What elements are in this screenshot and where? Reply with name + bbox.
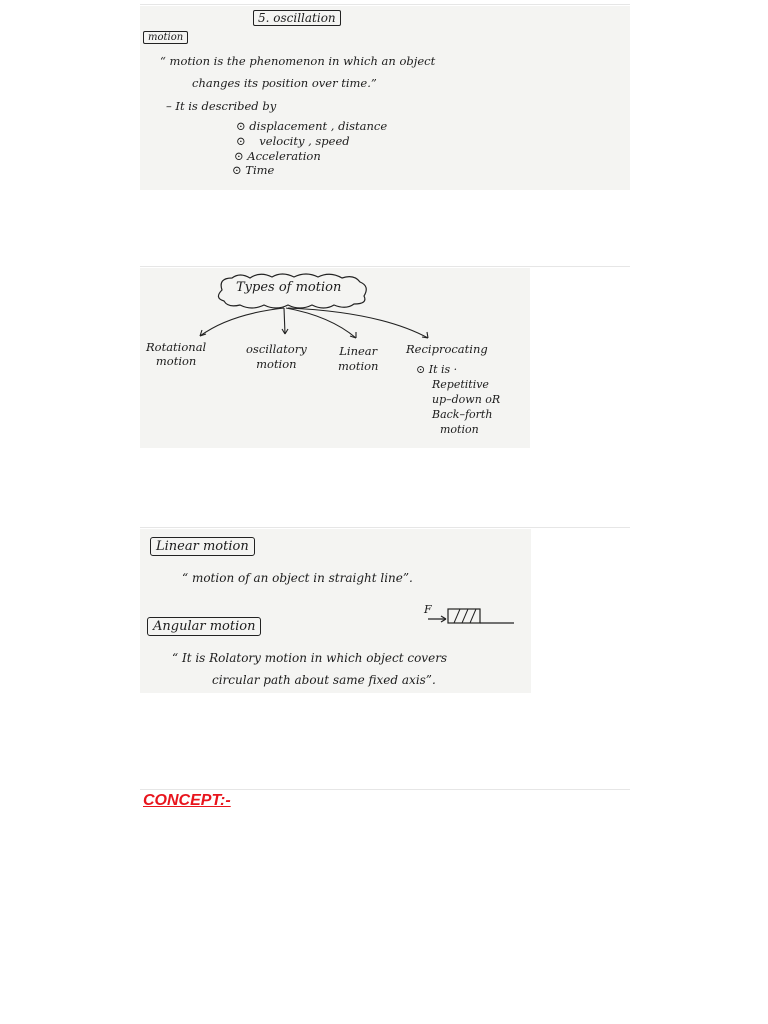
list-item <box>234 149 321 163</box>
force-diagram <box>140 529 531 693</box>
bullet-icon: ⊙ <box>236 134 246 148</box>
note-text: up–down oR <box>432 393 501 406</box>
arrow-rotational <box>200 308 284 336</box>
note-image-types-of-motion <box>140 268 530 448</box>
note-text: motion <box>440 423 479 436</box>
motion-definition-line2: changes its position over time.” <box>192 76 377 90</box>
note-text: Back–forth <box>432 408 493 421</box>
branch-rotational <box>146 340 206 368</box>
page-divider <box>140 4 630 5</box>
branch-label: motion <box>256 357 297 371</box>
item-text: velocity , speed <box>259 134 350 148</box>
branch-label: motion <box>338 359 379 373</box>
branch-linear <box>338 344 378 374</box>
note-text: It is · <box>428 363 458 376</box>
angular-motion-definition-line2: circular path about same fixed axis”. <box>212 673 436 687</box>
note-image-motion <box>140 6 630 190</box>
branch-label: motion <box>155 354 197 368</box>
motion-heading: motion <box>143 31 188 44</box>
list-item <box>232 163 274 177</box>
concept-heading: CONCEPT:- <box>143 792 231 809</box>
linear-motion-definition: “ motion of an object in straight line”. <box>182 571 413 585</box>
described-by-text: – It is described by <box>166 99 277 113</box>
bullet-icon: ⊙ <box>416 363 429 376</box>
bullet-icon: ⊙ <box>234 149 244 163</box>
branch-label: oscillatory <box>246 342 307 356</box>
arrow-reciprocating <box>288 308 428 338</box>
angular-motion-definition-line1: “ It is Rolatory motion in which object covers <box>172 651 448 665</box>
item-text: Time <box>245 163 275 177</box>
angular-motion-heading: Angular motion <box>147 617 261 636</box>
page-divider <box>140 527 630 528</box>
page-divider <box>140 266 630 267</box>
branch-reciprocating: Reciprocating <box>406 342 488 356</box>
item-text: Acceleration <box>247 149 321 163</box>
list-item <box>236 119 387 133</box>
recip-notes <box>416 362 500 437</box>
note-text: Repetitive <box>432 378 489 391</box>
arrow-oscillatory <box>284 308 285 334</box>
chapter-title: 5. oscillation <box>253 10 341 26</box>
bullet-icon: ⊙ <box>232 163 242 177</box>
force-label: F <box>424 603 432 616</box>
branch-label: Rotational <box>146 340 207 354</box>
bullet-icon: ⊙ <box>236 119 246 133</box>
branch-oscillatory <box>246 342 307 372</box>
linear-motion-heading: Linear motion <box>150 537 255 556</box>
note-image-linear-angular <box>140 529 531 693</box>
branch-label: Linear <box>339 344 378 358</box>
page-divider <box>140 789 630 790</box>
item-text: displacement , distance <box>249 119 388 133</box>
list-item <box>236 134 350 148</box>
cloud-title: Types of motion <box>236 280 342 295</box>
arrow-linear <box>286 308 356 338</box>
motion-definition-line1: “ motion is the phenomenon in which an object <box>160 54 436 68</box>
